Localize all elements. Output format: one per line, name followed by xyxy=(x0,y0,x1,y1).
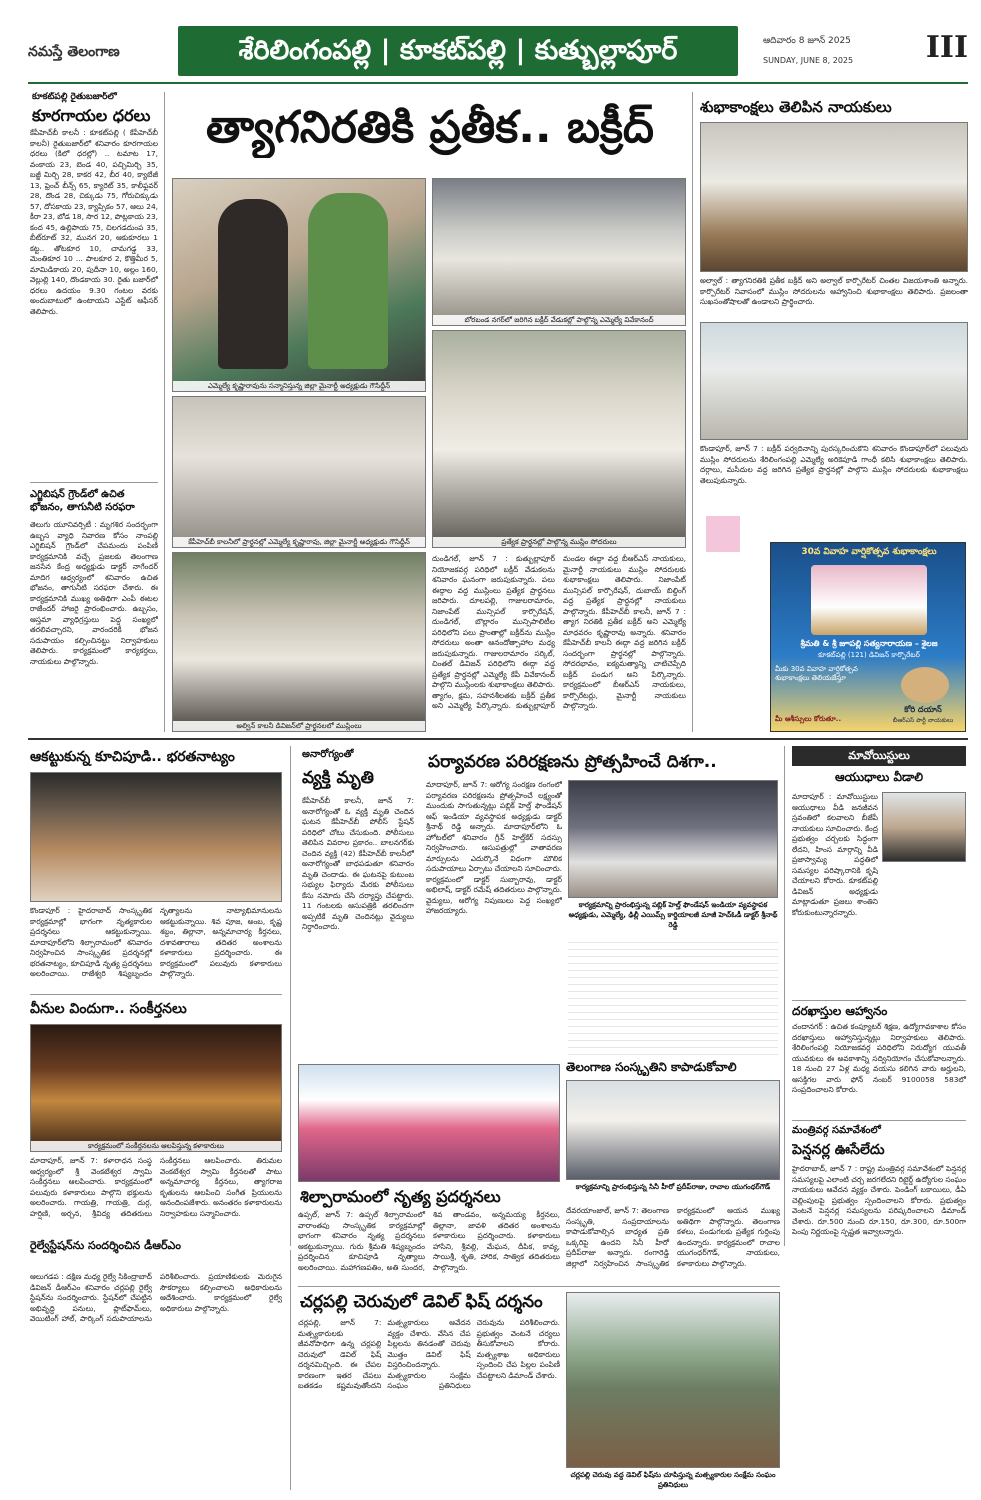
lead-body: దుండిగల్, జూన్ 7 : కుత్బుల్లాపూర్ నియోజకవర్గ పరిధిలో బక్రీద్ వేడుకలను శనివారం ఘనంగా జరుపుకున్నారు. పలు ఈద్గాల వద్ద ముస్లింలు ప్రత్యేక ప్రార్థనలు జరిపారు. దూలపల్లి, గాజులరామారం, నిజాంపేట్ మున్సిపల్ కార్పొరేషన్, దుండిగల్, బొల్లారం మున్సిపాలిటీల పరిధిలోని పలు ప్రాంతాల్లో బక్రీద్‌ను ముస్లిం సోదరులు అంతా ఆనందోత్సాహాల మధ్య జరుపుకున్నారు. గాజులరామారం సర్కిల్, చింతల్ డివిజన్ పరిధిలోని ఈద్గా వద్ద ప్రత్యేక ప్రార్థనల్లో ఎమ్మెల్యే కేపీ వివేకానంద్ పాల్గొని ముస్లింలకు శుభాకాంక్షలు తెలిపారు. త్యాగం, క్షమ, సహనశీలతకు బక్రీద్ ప్రతీక అని ఎమ్మెల్యే పేర్కొన్నారు. కుత్బుల్లాపూర్ మండల ఈద్గా వద్ద బీఆర్ఎస్ నాయకులు, మైనార్టీ నాయకులు ముస్లిం సోదరులకు శుభాకాంక్షలు తెలిపారు. నిజాంపేట్ మున్సిపల్ కార్పొరేషన్, దుబాయ్ బిల్డింగ్ వద్ద ప్రత్యేక ప్రార్థనల్లో నాయకులు పాల్గొన్నారు. కేపీహెచ్‌బీ కాలనీ, జూన్ 7 : త్యాగ నిరతికి ప్రతీక బక్రీద్ అని ఎమ్మెల్యే మాధవరం కృష్ణారావు అన్నారు. శనివారం కేపీహెచ్‌బీ కాలనీ ఈద్గా వద్ద జరిగిన బక్రీద్ సందర్భంగా ప్రార్థనల్లో పాల్గొన్నారు. సోదరభావం, ఐక్యమత్యాన్ని చాటిచెప్పేది బక్రీద్ పండుగ అని పేర్కొన్నారు. కార్యక్రమంలో బీఆర్ఎస్ నాయకులు, కార్పొరేటర్లు, మైనార్టీ నాయకులు పాల్గొన్నారు. xyxy=(432,554,686,710)
sankeertana-headline: వీనుల విందుగా.. సంకీర్తనలు xyxy=(30,1001,187,1017)
divider xyxy=(792,1000,966,1001)
date-english: SUNDAY, JUNE 8, 2025 xyxy=(763,56,854,65)
environment-body: మాదాపూర్, జూన్ 7: ఆరోగ్య సంరక్షణ రంగంలో పర్యావరణ పరిరక్షణను ప్రోత్సహించే లక్ష్యంతో ముందుకు సాగుతున్నట్లు పబ్లిక్ హెల్త్ ఫౌండేషన్ ఆఫ్ ఇండియా వ్యవస్థాపక అధ్యక్షుడు డాక్టర్ శ్రీనాథ్ రెడ్డి అన్నారు. మాదాపూర్‌లోని ఓ హోటల్‌లో శనివారం గ్రీన్ హెల్త్‌కేర్ సదస్సు నిర్వహించారు. ఆసుపత్రుల్లో వాతావరణ మార్పులను ఎదుర్కొనే విధంగా మౌలిక సదుపాయాలు ఏర్పాటు చేయాలని సూచించారు. కార్యక్రమంలో డాక్టర్ సుబ్బారావు, డాక్టర్ అభిలాష్, డాక్టర్ రమేష్ తదితరులు పాల్గొన్నారు. వైద్యులు, ఆరోగ్య నిపుణులు పెద్ద సంఖ్యలో హాజరయ్యారు. xyxy=(426,780,562,915)
environment-headline: పర్యావరణ పరిరక్షణను ప్రోత్సహించే దిశగా.. xyxy=(428,752,717,772)
dance-headline: ఆకట్టుకున్న కూచిపూడి.. భరతనాట్యం xyxy=(30,749,235,765)
column-divider xyxy=(164,92,165,732)
lead-photo-3-caption: కేపీహెచ్‌బీ కాలనీలో ప్రార్థనల్లో ఎమ్మెల్యే కృష్ణారావు, జిల్లా మైనార్టీ అధ్యక్షుడు గౌసిద్దీన్ xyxy=(173,537,425,547)
death-kicker: అనారోగ్యంతో xyxy=(302,749,354,760)
veg-prices-body: కేపీహెచ్‌బీ కాలనీ : కూకట్‌పల్లి ( కేపీహెచ్‌బీ కాలనీ) రైతుబజార్‌లో శనివారం కూరగాయల ధరలు (కిలో ధరల్లో) .. టమాట 17, వంకాయ 23, బెండ 40, పచ్చిమిర్చి 35, బజ్జీ మిర్చి 28, కాకర 42, బీర 40, క్యాబేజీ 13, ఫ్రెంచ్ బీన్స్ 65, క్యారెట్ 35, కాలీఫ్లవర్ 28, దొండ 28, చిక్కుడు 75, గోరుచిక్కుడు 57, దోసకాయ 23, క్యాప్సికం 57, ఆలు 24, కీరా 23, బోడ 18, సొర 12, పొట్లకాయ 23, కంద 45, ఉల్లిపాయ 75, చిలగడదుంప 35, బీట్‌రూట్ 32, మునగ 20, ఆకుకూరలు 1 కట్ట.. తోటకూర 10, చామగడ్డ 33, మెంతికూర 10 ... పాలకూర 2, కొత్తిమీర 5, మామిడికాయ 20, పుదీనా 10, అల్లం 160, వెల్లుల్లి 140, దొండకాయ 30. రైతు బజార్‌లో ధరలు ఉదయం 9.30 గంటల వరకు అందుబాటులో ఉంటాయని ఎస్టేట్ ఆఫీసర్ తెలిపారు. xyxy=(30,128,158,316)
fish-caption: చర్లపల్లి చెరువు వద్ద డెవిల్ ఫిష్‌ను చూపిస్తున్న మత్స్యకారుల సంక్షేమ సంఘం ప్రతినిధులు xyxy=(570,1471,776,1489)
minister-headline: పెన్షనర్ల ఊసేలేదు xyxy=(792,1142,885,1158)
environment-caption: కార్యక్రమాన్ని ప్రారంభిస్తున్న పబ్లిక్ హెల్త్ ఫౌండేషన్ ఇండియా వ్యవస్థాపక అధ్యక్షుడు, ఎమ్మెల్యే, ఢిల్లీ ఎయిమ్స్ కార్డియాలజీ మాజీ హెచ్‌ఓడీ డాక్టర్ శ్రీనాథ్ రెడ్డి xyxy=(568,901,778,929)
divider xyxy=(30,994,282,995)
fish-photo xyxy=(566,1292,780,1468)
lead-photo-2 xyxy=(432,178,686,326)
railway-headline: రైల్వేస్టేషన్‌ను సందర్శించిన డీఆర్ఎం xyxy=(30,1239,181,1252)
column-divider xyxy=(784,746,785,1246)
death-body: కేపీహెచ్‌బీ కాలనీ, జూన్ 7: అనారోగ్యంతో ఓ వ్యక్తి మృతి చెందిన ఘటన కేపీహెచ్‌బీ పోలీస్ స్టేషన్ పరిధిలో చోటు చేసుకుంది. పోలీసులు తెలిపిన వివరాల ప్రకారం.. బాలనగర్‌కు చెందిన వ్యక్తి (42) కేపీహెచ్‌బీ కాలనీలో అనారోగ్యంతో బాధపడుతూ శనివారం మృతి చెందాడు. ఈ ఘటనపై కుటుంబ సభ్యుల ఫిర్యాదు మేరకు పోలీసులు కేసు నమోదు చేసి దర్యాప్తు చేపట్టారు. 11 గంటలకు ఆసుపత్రికి తరలించగా అప్పటికే మృతి చెందినట్లు వైద్యులు నిర్ధారించారు. xyxy=(302,796,414,931)
maoist-leader-photo xyxy=(882,792,966,862)
divider xyxy=(792,1120,966,1121)
fish-headline: చర్లపల్లి చెరువులో డెవిల్ ఫిష్ దర్శనం xyxy=(300,1292,543,1312)
veg-prices-title: కూరగాయల ధరలు xyxy=(32,106,151,125)
person-figure xyxy=(218,199,288,369)
column-divider xyxy=(290,1250,291,1490)
sankeertana-body: మాదాపూర్, జూన్ 7: కళారాధన సంస్థ ఆధ్వర్యంలో శ్రీ వెంకటేశ్వర స్వామి సంకీర్తనలు ఆలపించారు. కార్యక్రమంలో పలువురు కళాకారులు పాల్గొని భక్తులను అలరించారు. గాయత్రి, గాయత్రి, దుర్గ, హర్షిణి, అర్చన, శ్రీవిద్య తదితరులు సంకీర్తనలు ఆలపించారు. తిరుమల వెంకటేశ్వర స్వామి కీర్తనలతో పాటు అన్నమాచార్య కీర్తనలు, త్యాగరాజ కృతులను ఆలపించి సంగీత ప్రియులను ఆనందింపజేశారు. అనంతరం కళాకారులను నిర్వాహకులు సన్మానించారు. xyxy=(30,1156,282,1218)
date-telugu: ఆదివారం 8 జూన్ 2025 xyxy=(763,36,851,46)
lead-photo-3 xyxy=(172,396,426,548)
veg-prices-kicker: కూకట్‌పల్లి రైతుబజార్‌లో xyxy=(32,92,117,102)
pink-ornament xyxy=(706,516,740,552)
lead-headline: త్యాగనిరతికి ప్రతీక.. బక్రీద్ xyxy=(205,102,654,153)
ad-sender: కోరి దయాన్ xyxy=(904,705,942,714)
minister-body: హైదరాబాద్, జూన్ 7 : రాష్ట్ర మంత్రివర్గ సమావేశంలో పెన్షనర్ల సమస్యలపై ఎలాంటి చర్చ జరగలేదని రిటైర్డ్ ఉద్యోగుల సంఘం నాయకులు ఆవేదన వ్యక్తం చేశారు. పెండింగ్ బకాయిలు, డీఏ చెల్లింపులపై ప్రభుత్వం స్పందించాలని కోరారు. ప్రభుత్వం వెంటనే పెన్షనర్ల సమస్యలను పరిష్కరించాలని డిమాండ్ చేశారు. రూ.500 నుంచి రూ.150, రూ.300, రూ.500గా పెంపు నిర్ణయంపై స్పష్టత ఇవ్వాలన్నారు. xyxy=(792,1164,966,1236)
anniversary-ad xyxy=(770,542,966,732)
divider xyxy=(30,482,158,483)
lead-photo-5 xyxy=(172,552,426,732)
column-divider xyxy=(692,92,693,732)
applications-headline: దరఖాస్తుల ఆహ్వానం xyxy=(792,1004,888,1018)
ad-sender-role: బీఆర్ఎస్ పార్టీ నాయకులు xyxy=(892,717,954,724)
lead-photo-2-caption: బోరబండ నగర్‌లో జరిగిన బక్రీద్ వేడుకల్లో పాల్గొన్న ఎమ్మెల్యే వివేకానంద్ xyxy=(433,315,685,325)
greetings-photo-1 xyxy=(700,122,968,272)
culture-body: దేవరయాంజాల్, జూన్ 7: తెలంగాణ సంస్కృతి, సంప్రదాయాలను కాపాడుకోవాల్సిన బాధ్యత ప్రతి ఒక్కరిపై ఉందని సినీ హీరో ప్రదీప్‌రాజు అన్నారు. రంగారెడ్డి జిల్లాలో నిర్వహించిన సాంస్కృతిక కార్యక్రమంలో ఆయన ముఖ్య అతిథిగా పాల్గొన్నారు. తెలంగాణ కళలు, పండుగలకు ప్రత్యేక గుర్తింపు ఉందన్నారు. కార్యక్రమంలో రాచాల యుగంధర్‌గౌడ్, నాయకులు, కళాకారులు పాల్గొన్నారు. xyxy=(566,1206,780,1268)
exhibition-title: ఎగ్జిబిషన్ గ్రౌండ్‌లో ఉచిత భోజనం, తాగునీటి సరఫరా xyxy=(30,489,135,513)
applications-body: చందానగర్ : ఉచిత కంప్యూటర్ శిక్షణ, ఉద్యోగావకాశాల కోసం దరఖాస్తులు ఆహ్వానిస్తున్నట్లు నిర్వాహకులు తెలిపారు. శేరిలింగంపల్లి నియోజకవర్గ పరిధిలోని నిరుద్యోగ యువతీ యువకులు ఈ అవకాశాన్ని సద్వినియోగం చేసుకోవాలన్నారు. 18 నుంచి 27 ఏళ్ల మధ్య వయసు కలిగిన వారు అర్హులని, ఆసక్తిగల వారు ఫోన్ నంబర్ 9100058 583లో సంప్రదించాలని కోరారు. xyxy=(792,1022,966,1094)
death-headline: వ్యక్తి మృతి xyxy=(302,768,374,788)
section-divider xyxy=(28,738,968,740)
ad-wish-text: మీకు 30వ వివాహ వార్షికోత్సవ శుభాకాంక్షలు తెలియజేస్తూ xyxy=(775,665,858,682)
maoist-body: మాదాపూర్ : మావోయిస్టులు ఆయుధాలు వీడి జనజీవన స్రవంతిలో కలవాలని బీజేపీ నాయకులు సూచించారు. కేంద్ర ప్రభుత్వం చర్చలకు సిద్ధంగా లేదని, హింస మార్గాన్ని వీడి ప్రజాస్వామ్య పద్ధతిలో సమస్యల పరిష్కారానికి కృషి చేయాలని కోరారు. కూకట్‌పల్లి డివిజన్ అధ్యక్షుడు మాట్లాడుతూ ప్రజలు శాంతిని కోరుకుంటున్నారన్నారు. xyxy=(792,792,878,917)
ad-couple-photo xyxy=(811,565,927,635)
masthead xyxy=(28,22,968,84)
exhibition-body: తెలుగు యూనివర్సిటీ : మృగశిర సందర్భంగా ఉబ్బస వ్యాధి నివారణ కోసం నాంపల్లి ఎగ్జిబిషన్ గ్రౌండ్‌లో చేపమందు పంపిణీ కార్యక్రమానికి వచ్చే ప్రజలకు తెలంగాణ జనసేన కేంద్ర అధ్యక్షుడు డాక్టర్ నాగేందర్ మాదిగ ఆధ్వర్యంలో శనివారం ఉచిత భోజనం, తాగునీటి సరఫరా చేశారు. ఈ కార్యక్రమానికి ముఖ్య అతిథిగా ఎంపీ ఈటల రాజేందర్ హాజరై ప్రారంభించారు. ఉబ్బసం, ఆస్తమా వ్యాధిగ్రస్తులు పెద్ద సంఖ్యలో తరలివచ్చారని, వారందరికీ భోజన సదుపాయం కల్పించినట్టు నిర్వాహకులు తెలిపారు. కార్యక్రమంలో కార్యకర్తలు, నాయకులు పాల్గొన్నారు. xyxy=(30,520,158,666)
maoist-headline: మావోయిస్టులు xyxy=(792,746,966,766)
newspaper-brand: నమస్తే తెలంగాణ xyxy=(28,44,120,60)
culture-headline: తెలంగాణ సంస్కృతిని కాపాడుకోవాలి xyxy=(566,1060,737,1074)
lead-photo-4-caption: ప్రత్యేక ప్రార్థనల్లో పాల్గొన్న ముస్లిం సోదరులు xyxy=(433,537,685,547)
shilparamam-photo xyxy=(298,1064,560,1182)
sankeertana-caption: కార్యక్రమంలో సంకీర్తనలను ఆలపిస్తున్న కళాకారులు xyxy=(31,1141,281,1151)
left-column xyxy=(30,92,158,732)
column-divider xyxy=(290,746,291,1246)
culture-photo xyxy=(566,1080,780,1180)
fish-body: చర్లపల్లి, జూన్ 7: మత్స్యకారులకు జీవనోపాధిగా ఉన్న చర్లపల్లి చెరువులో డెవిల్ ఫిష్ దర్శనమిచ్చింది. ఈ చేపల కారణంగా ఇతర చేపలు బతకడం కష్టమవుతోందని మత్స్యకారులు ఆవేదన వ్యక్తం చేశారు. వేసిన చేప పిల్లలను తినడంతో చెరువు మొత్తం డెవిల్ ఫిష్ విస్తరించిందన్నారు. మత్స్యకారుల సంక్షేమ సంఘం ప్రతినిధులు చెరువును పరిశీలించారు. ప్రభుత్వం వెంటనే చర్యలు తీసుకోవాలని కోరారు. మత్స్యశాఖ అధికారులు స్పందించి చేప పిల్లల పంపిణీ చేపట్టాలని డిమాండ్ చేశారు. xyxy=(298,1318,560,1390)
sankeertana-photo xyxy=(30,1024,282,1152)
culture-caption: కార్యక్రమాన్ని ప్రారంభిస్తున్న సినీ హీరో ప్రదీప్‌రాజు, రాచాల యుగంధర్‌గౌడ్ xyxy=(575,1183,771,1191)
lead-photo-1-caption: ఎమ్మెల్యే కృష్ణారావును సన్మానిస్తున్న జిల్లా మైనార్టీ అధ్యక్షుడు గౌసిద్దీన్ xyxy=(173,381,425,391)
dance-body: కొండాపూర్ : హైదరాబాద్ సాంస్కృతిక కార్యక్రమాల్లో భాగంగా నృత్యకారుల ప్రదర్శనలు ఆకట్టుకున్నాయి. మాదాపూర్‌లోని శిల్పారామంలో శనివారం నిర్వహించిన సాంస్కృతిక ప్రదర్శనల్లో భరతనాట్యం, కూచిపూడి నృత్య ప్రదర్శనలు అలరించాయి. రాజేశ్వరి శిష్యబృందం నృత్యాలను నాట్యాభిమానులను ఆకట్టుకున్నాయి. శివ పూజ, అంబ, కృష్ణ శబ్దం, తిల్లానా, అన్నమాచార్య కీర్తనలు, దశావతారాలు తదితర అంశాలను కళాకారులు ప్రదర్శించారు. ఈ కార్యక్రమంలో పలువురు కళాకారులు పాల్గొన్నారు. xyxy=(30,906,282,978)
person-figure xyxy=(308,193,388,369)
minister-kicker: మంత్రివర్గ సమావేశంలో xyxy=(792,1125,881,1136)
page-number: III xyxy=(925,30,968,65)
greetings-body-2: కొండాపూర్, జూన్ 7 : బక్రీద్ పర్వదినాన్ని పురస్కరించుకొని శనివారం కొండాపూర్‌లో పలువురు ముస్లిం సోదరులను శేరిలింగంపల్లి ఎమ్మెల్యే అరికెపూడి గాంధీ కలిసి శుభాకాంక్షలు తెలిపారు. దర్గాలు, మసీదుల వద్ద జరిగిన ప్రత్యేక ప్రార్థనల్లో పాల్గొని ముస్లిం సోదరులకు శుభాకాంక్షలు తెలుపుకున్నారు. xyxy=(700,444,968,485)
greetings-body-1: అల్వాల్ : త్యాగనిరతికి ప్రతీక బక్రీద్ అని అల్వాల్ కార్పొరేటర్ చింతల విజయశాంతి అన్నారు. కార్పొరేటర్ నివాసంలో ముస్లిం సోదరులను ఆహ్వానించి శుభాకాంక్షలు తెలిపారు. ప్రజలంతా సుఖసంతోషాలతో ఉండాలని ప్రార్థించారు. xyxy=(700,276,968,306)
dance-photo xyxy=(30,772,282,902)
lead-photo-5-caption: అల్విన్ కాలనీ డివిజన్‌లో ప్రార్థనలలో ముస్లింలు xyxy=(173,721,425,731)
lead-photo-1 xyxy=(172,178,426,392)
maoist-subhead: ఆయుధాలు వీడాలి xyxy=(834,770,924,784)
environment-photo xyxy=(568,780,778,898)
environment-spacer-text xyxy=(568,936,778,1056)
railway-body: ఆలుగడప : దక్షిణ మధ్య రైల్వే సికింద్రాబాద్ డివిజన్ డీఆర్ఎం శనివారం చర్లపల్లి రైల్వే స్టేషన్‌ను సందర్శించారు. స్టేషన్‌లో చేపట్టిన అభివృద్ధి పనులు, ప్లాట్‌ఫామ్‌లు, వెయిటింగ్ హాల్, పార్కింగ్ సదుపాయాలను పరిశీలించారు. ప్రయాణికులకు మెరుగైన సౌకర్యాలు కల్పించాలని అధికారులను ఆదేశించారు. కార్యక్రమంలో రైల్వే అధికారులు పాల్గొన్నారు. xyxy=(30,1272,282,1323)
section-title: శేరిలింగంపల్లి | కూకట్‌పల్లి | కుత్బుల్లాపూర్ xyxy=(178,26,738,76)
ad-couple-name: శ్రీమతి & శ్రీ జూపల్లి సత్యనారాయణ – శైలజ xyxy=(800,639,938,648)
lead-photo-4 xyxy=(432,330,686,548)
greetings-photo-2 xyxy=(700,322,968,440)
shilparamam-headline: శిల్పారామంలో నృత్య ప్రదర్శనలు xyxy=(300,1187,501,1206)
ad-designation: కూకట్‌పల్లి (121) డివిజన్ కార్పొరేటర్ xyxy=(818,651,920,659)
death-box xyxy=(298,744,418,1060)
section-divider xyxy=(298,1286,780,1287)
ad-anniversary-title: 30వ వివాహ వార్షికోత్సవ శుభాకాంక్షలు xyxy=(801,547,937,557)
greetings-headline: శుభాకాంక్షలు తెలిపిన నాయకులు xyxy=(700,98,892,116)
shilparamam-body: ఉప్పల్, జూన్ 7: ఉప్పల్ శిల్పారామంలో వారాంతపు సాంస్కృతిక కార్యక్రమాల్లో భాగంగా శనివారం నృత్య ప్రదర్శనలు ఆకట్టుకున్నాయి. గురు శ్రీమతి శిష్యబృందం ప్రదర్శించిన కూచిపూడి నృత్యాలు అలరించాయి. మహాగణపతిం, అతి సుందర, శివ తాండవం, అన్నమయ్య కీర్తనలు, తిల్లానా, జావళి తదితర అంశాలను కళాకారులు ప్రదర్శించారు. కళాకారులు హాసిని, శ్రీవల్లి, మేఘన, దీపిక, కావ్య, సాయిశ్రీ, శృతి, హారిక, సాత్విక తదితరులు పాల్గొన్నారు. xyxy=(298,1210,560,1272)
ad-footer: మీ ఆశీస్సులు కోరుతూ.. xyxy=(775,715,842,723)
ad-sender-photo xyxy=(901,667,949,703)
